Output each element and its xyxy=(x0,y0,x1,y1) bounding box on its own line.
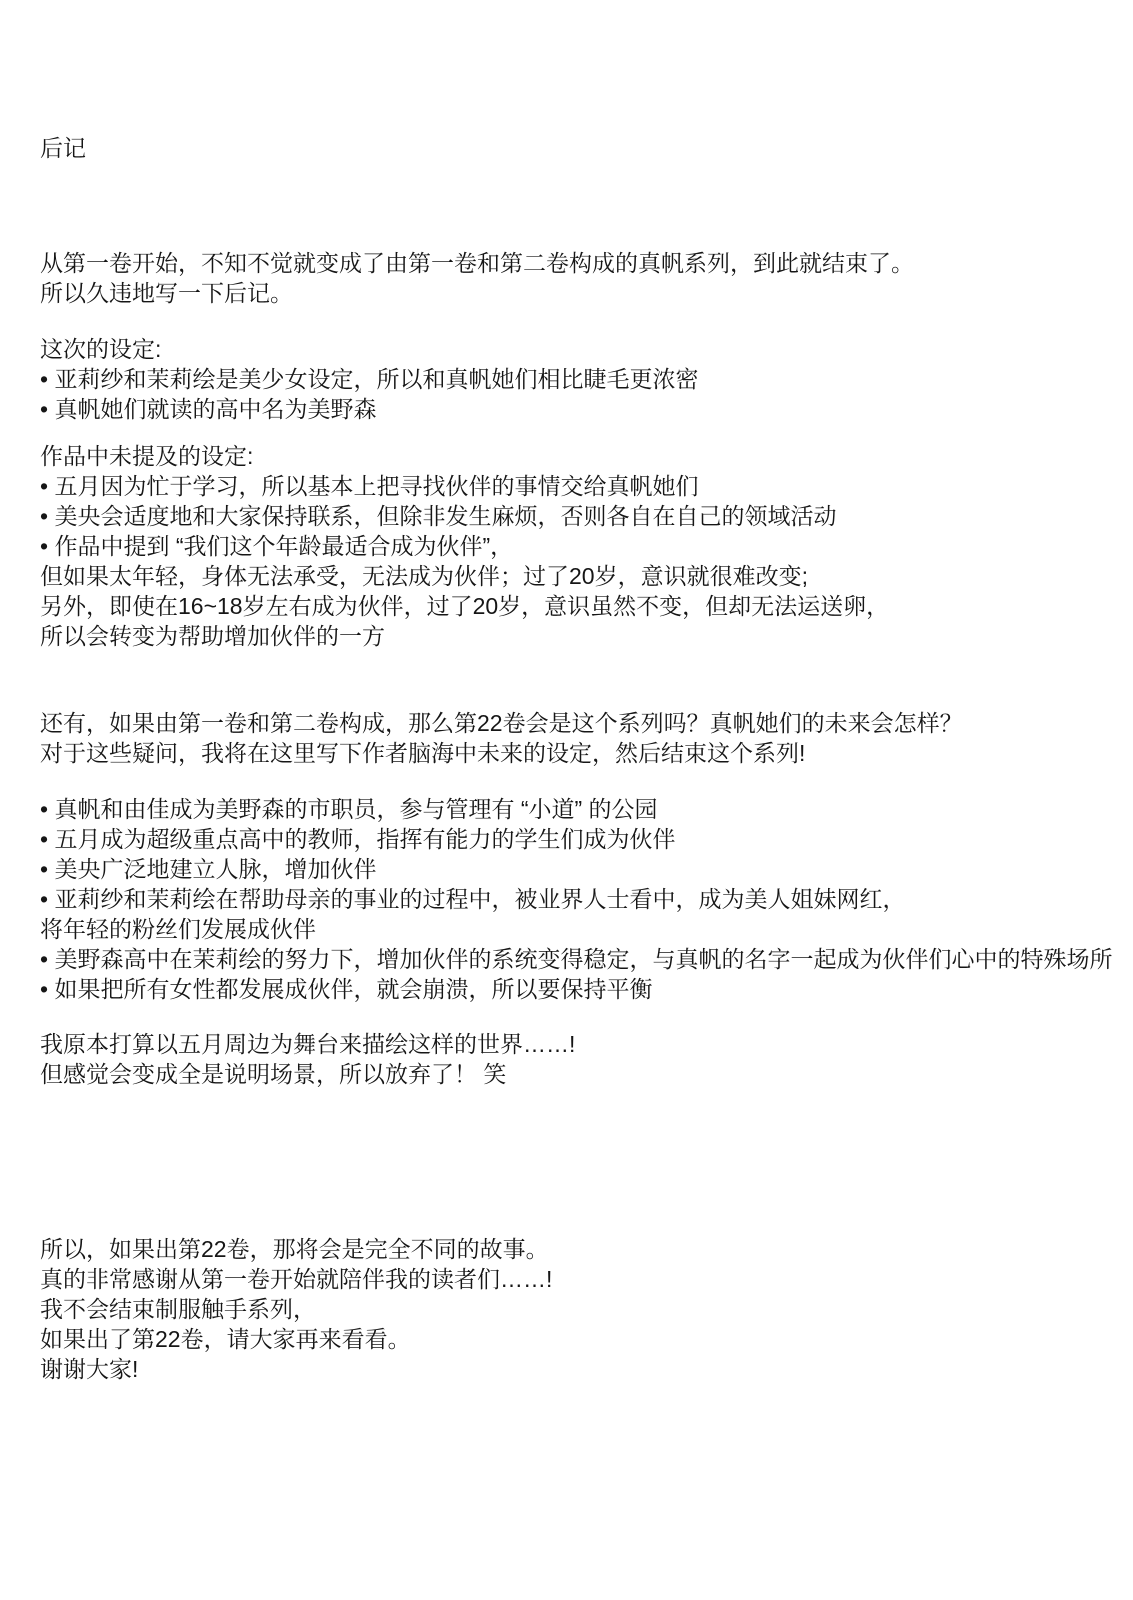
text-line: 对于这些疑问，我将在这里写下作者脑海中未来的设定，然后结束这个系列! xyxy=(40,740,806,766)
section-heading: 这次的设定: xyxy=(40,336,162,362)
text-line: 将年轻的粉丝们发展成伙伴 xyxy=(40,916,316,942)
text-line: 所以久违地写一下后记。 xyxy=(40,280,293,306)
bullet-line: • 真帆她们就读的高中名为美野森 xyxy=(40,396,377,422)
text-line: 所以，如果出第22卷，那将会是完全不同的故事。 xyxy=(40,1236,549,1262)
bullet-line: • 美央广泛地建立人脉，增加伙伴 xyxy=(40,856,377,882)
text-line: 谢谢大家! xyxy=(40,1356,139,1382)
text-line: 另外，即使在16~18岁左右成为伙伴，过了20岁，意识虽然不变，但却无法运送卵， xyxy=(40,593,890,619)
bullet-line: • 亚莉纱和茉莉绘是美少女设定，所以和真帆她们相比睫毛更浓密 xyxy=(40,366,699,392)
bullet-line: • 亚莉纱和茉莉绘在帮助母亲的事业的过程中，被业界人士看中，成为美人姐妹网红， xyxy=(40,886,906,912)
section-closing xyxy=(40,1234,1103,1384)
text-line: 真的非常感谢从第一卷开始就陪伴我的读者们……! xyxy=(40,1266,553,1292)
text-line: 但如果太年轻，身体无法承受，无法成为伙伴；过了20岁，意识就很难改变; xyxy=(40,563,808,589)
bullet-line: • 真帆和由佳成为美野森的市职员，参与管理有 “小道” 的公园 xyxy=(40,796,658,822)
section-intro xyxy=(40,248,1103,308)
section-future-settings xyxy=(40,794,1113,1004)
text-line: 还有，如果由第一卷和第二卷构成，那么第22卷会是这个系列吗？真帆她们的未来会怎样？ xyxy=(40,710,963,736)
text-line: 如果出了第22卷，请大家再来看看。 xyxy=(40,1326,411,1352)
bullet-line: • 美野森高中在茉莉绘的努力下，增加伙伴的系统变得稳定，与真帆的名字一起成为伙伴们心中的特殊场所 xyxy=(40,946,1113,972)
text-line: 所以会转变为帮助增加伙伴的一方 xyxy=(40,623,385,649)
text-line: 我原本打算以五月周边为舞台来描绘这样的世界……! xyxy=(40,1031,576,1057)
section-settings xyxy=(40,334,1103,424)
section-stage xyxy=(40,1029,1103,1089)
section-unmentioned-settings xyxy=(40,441,1103,651)
bullet-line: • 作品中提到 “我们这个年龄最适合成为伙伴”， xyxy=(40,533,514,559)
bullet-line: • 如果把所有女性都发展成伙伴，就会崩溃，所以要保持平衡 xyxy=(40,976,653,1002)
text-line: 但感觉会变成全是说明场景，所以放弃了！ 笑 xyxy=(40,1061,507,1087)
bullet-line: • 五月成为超级重点高中的教师，指挥有能力的学生们成为伙伴 xyxy=(40,826,676,852)
bullet-line: • 美央会适度地和大家保持联系，但除非发生麻烦，否则各自在自己的领域活动 xyxy=(40,503,837,529)
bullet-line: • 五月因为忙于学习，所以基本上把寻找伙伴的事情交给真帆她们 xyxy=(40,473,699,499)
text-line: 我不会结束制服触手系列， xyxy=(40,1296,316,1322)
section-heading: 作品中未提及的设定: xyxy=(40,443,254,469)
section-question xyxy=(40,708,1103,768)
page-title: 后记 xyxy=(40,135,86,161)
text-line: 从第一卷开始，不知不觉就变成了由第一卷和第二卷构成的真帆系列，到此就结束了。 xyxy=(40,250,914,276)
